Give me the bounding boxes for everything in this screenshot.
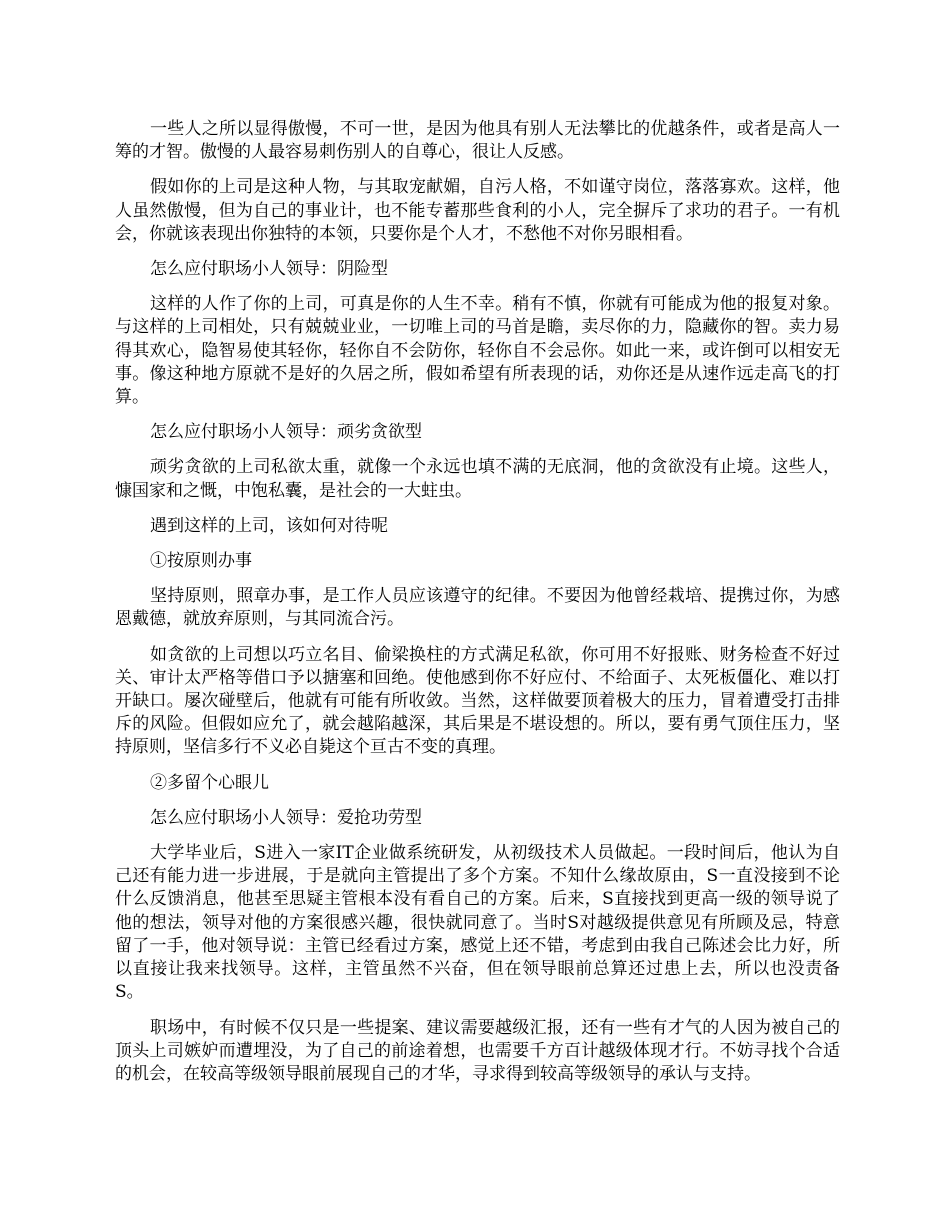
paragraph-arrogant-advice: 假如你的上司是这种人物，与其取宠献媚，自污人格，不如谨守岗位，落落寡欢。这样，他人虽然傲慢，但为自己的事业计，也不能专蓄那些食利的小人，完全摒斥了求功的君子。一有机会，你就该表现出你独特的本领，只要你是个人才，不愁他不对你另眼相看。 [115, 177, 840, 244]
paragraph-greedy-intro: 顽劣贪欲的上司私欲太重，就像一个永远也填不满的无底洞，他的贪欲没有止境。这些人，慷国家和之慨，中饱私囊，是社会的一大蛀虫。 [115, 457, 840, 501]
heading-credit-stealer-type: 怎么应付职场小人领导：爱抢功劳型 [150, 807, 422, 828]
paragraph-skip-level-advice: 职场中，有时候不仅只是一些提案、建议需要越级汇报，还有一些有才气的人因为被自己的顶头上司嫉妒而遭埋没，为了自己的前途着想，也需要千方百计越级体现才行。不妨寻找个合适的机会，在较高等级领导眼前展现自己的才华，寻求得到较高等级领导的承认与支持。 [115, 1017, 840, 1084]
paragraph-follow-principles: 坚持原则，照章办事，是工作人员应该遵守的纪律。不要因为他曾经栽培、提携过你，为感恩戴德，就放弃原则，与其同流合污。 [115, 586, 840, 630]
paragraph-sinister-advice: 这样的人作了你的上司，可真是你的人生不幸。稍有不慎，你就有可能成为他的报复对象。与这样的上司相处，只有兢兢业业，一切唯上司的马首是瞻，卖尽你的力，隐藏你的智。卖力易得其欢心，隐智易使其轻你，轻你自不会防你，轻你自不会忌你。如此一来，或许倒可以相安无事。像这种地方原就不是好的久居之所，假如希望有所表现的话，劝你还是从速作远走高飞的打算。 [115, 294, 840, 408]
document-body [115, 118, 840, 1098]
heading-greedy-type: 怎么应付职场小人领导：顽劣贪欲型 [150, 422, 422, 443]
paragraph-refuse-greed: 如贪欲的上司想以巧立名目、偷梁换柱的方式满足私欲，你可用不好报账、财务检查不好过关、审计太严格等借口予以搪塞和回绝。使他感到你不好应付、不给面子、太死板僵化、难以打开缺口。屡次碰壁后，他就有可能有所收敛。当然，这样做要顶着极大的压力，冒着遭受打击排斥的风险。但假如应允了，就会越陷越深，其后果是不堪设想的。所以，要有勇气顶住压力，坚持原则，坚信多行不义必自毙这个亘古不变的真理。 [115, 644, 840, 758]
paragraph-s-story: 大学毕业后，S进入一家IT企业做系统研发，从初级技术人员做起。一段时间后，他认为自己还有能力进一步进展，于是就向主管提出了多个方案。不知什么缘故原由，S一直没接到不论什么反馈消息，他甚至思疑主管根本没有看自己的方案。后来，S直接找到更高一级的领导说了他的想法，领导对他的方案很感兴趣，很快就同意了。当时S对越级提供意见有所顾及忌，特意留了一手，他对领导说：主管已经看过方案，感觉上还不错，考虑到由我自己陈述会比力好，所以直接让我来找领导。这样，主管虽然不兴奋，但在领导眼前总算还过患上去，所以也没责备S。 [115, 843, 840, 1003]
paragraph-arrogant-intro: 一些人之所以显得傲慢，不可一世，是因为他具有别人无法攀比的优越条件，或者是高人一筹的才智。傲慢的人最容易刺伤别人的自尊心，很让人反感。 [115, 119, 840, 163]
paragraph-greedy-question: 遇到这样的上司，该如何对待呢 [150, 515, 388, 536]
subheading-be-cautious: ②多留个心眼儿 [150, 772, 269, 793]
heading-sinister-type: 怎么应付职场小人领导：阴险型 [150, 259, 388, 280]
subheading-follow-principles: ①按原则办事 [150, 551, 252, 572]
